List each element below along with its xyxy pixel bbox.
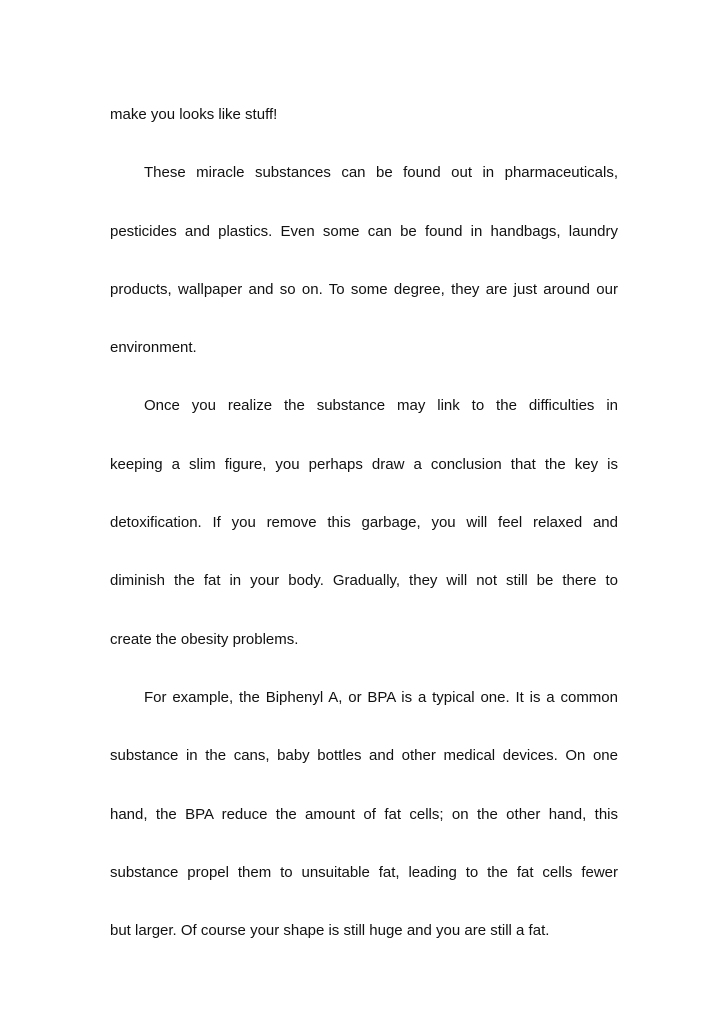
text-line: products, wallpaper and so on. To some degree, they are just around our	[110, 280, 618, 298]
text-line: make you looks like stuff!	[110, 106, 278, 123]
text-line: diminish the fat in your body. Gradually, they will not still be there to	[110, 572, 618, 590]
text-line: substance propel them to unsuitable fat, leading to the fat cells fewer	[110, 863, 618, 881]
document-body	[110, 98, 618, 972]
paragraph-start-line: These miracle substances can be found out in pharmaceuticals,	[144, 164, 618, 182]
paragraph-start-line: Once you realize the substance may link to the difficulties in	[144, 397, 618, 415]
text-line: pesticides and plastics. Even some can be found in handbags, laundry	[110, 222, 618, 240]
text-line: but larger. Of course your shape is still huge and you are still a fat.	[110, 922, 550, 940]
text-line: detoxification. If you remove this garbage, you will feel relaxed and	[110, 514, 618, 532]
text-line: hand, the BPA reduce the amount of fat cells; on the other hand, this	[110, 805, 618, 823]
text-line: substance in the cans, baby bottles and other medical devices. On one	[110, 747, 618, 765]
text-line: create the obesity problems.	[110, 630, 299, 648]
paragraph-start-line: For example, the Biphenyl A, or BPA is a typical one. It is a common	[144, 688, 618, 706]
text-line: keeping a slim figure, you perhaps draw a conclusion that the key is	[110, 455, 618, 473]
text-line: environment.	[110, 339, 197, 357]
